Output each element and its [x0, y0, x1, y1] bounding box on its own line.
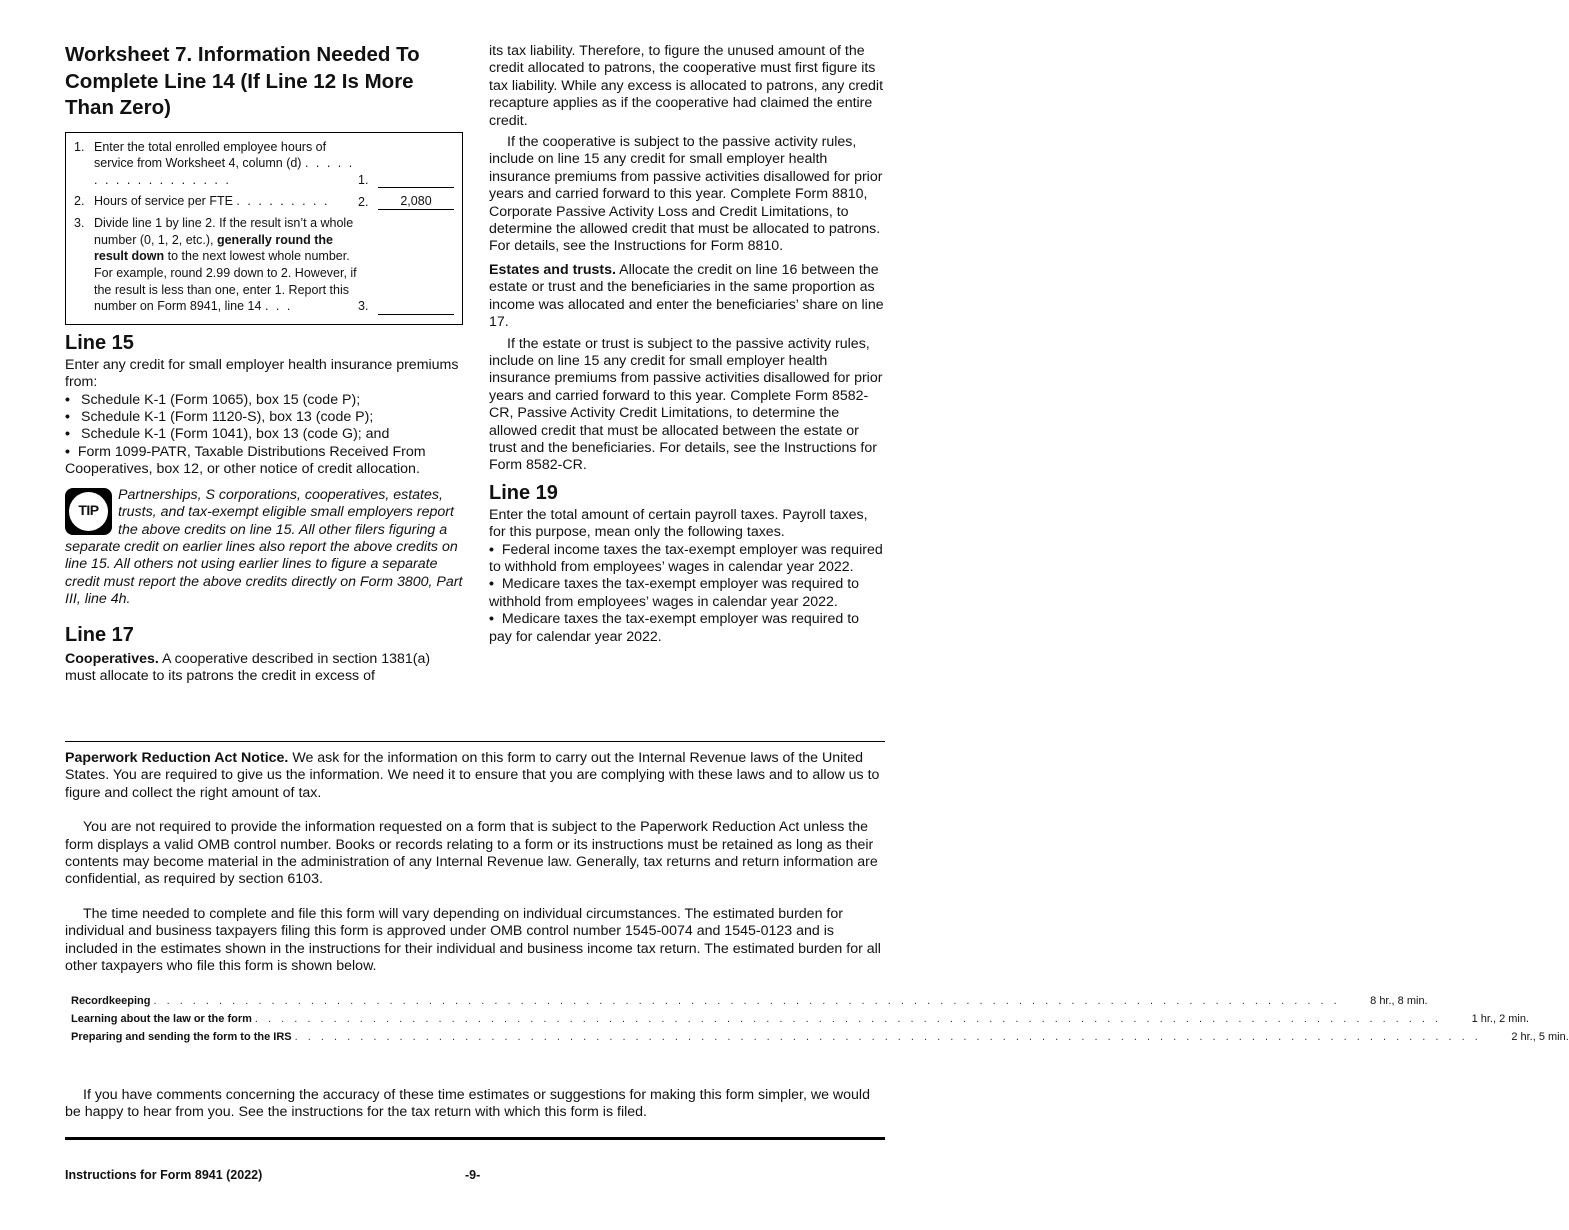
- tip-text: Partnerships, S corporations, cooperatives, estates, trusts, and tax-exempt eligible small employers report the above credits on line 15. All other filers figuring a separate credit on earlier lines also report the above credits on line 15. All others not using earlier lines to figure a separate credit must report the above credits directly on Form 3800, Part III, line 4h.: [65, 486, 463, 608]
- list-item: • Schedule K-1 (Form 1120-S), box 13 (code P);: [65, 409, 374, 426]
- worksheet-7-box: [65, 132, 463, 325]
- notice-paragraph-4-wrap: [65, 1087, 885, 1122]
- row-text: Divide line 1 by line 2. If the result isn’t a whole number (0, 1, 2, etc.), generally round the result down to the next lowest whole number. For example, round 2.99 down to 2. However, if the result is less than one, enter 1. Report this number on Form 8941, line 14 . . .: [94, 216, 357, 314]
- worksheet-row-3: [74, 215, 454, 315]
- row-number: 3.: [74, 216, 85, 231]
- line-19-heading: Line 19: [489, 481, 558, 504]
- line-15-intro: Enter any credit for small employer health insurance premiums from:: [65, 356, 459, 391]
- table-row: Recordkeeping . . . . . . . . . . . . . . . . . . . . . . . . . . . . . . . . . . . . . . . . . . . . . . . . . . . . . . . . . . . . . . . . . . . . . . . . . . . . . . . . . . . . . . . . . . . 8 hr., 8 min.: [71, 995, 1428, 1007]
- list-item: • Medicare taxes the tax-exempt employer was required to pay for calendar year 2022.: [489, 611, 860, 645]
- footer-divider: [65, 1137, 885, 1140]
- list-item: • Form 1099-PATR, Taxable Distributions Received From Cooperatives, box 12, or other notice of credit allocation.: [65, 443, 426, 478]
- estates-passive-paragraph: If the estate or trust is subject to the passive activity rules, include on line 15 any credit for small employer health insurance premiums from passive activities disallowed for prior years and carried forward to this year. Complete Form 8582-CR, Passive Activity Credit Limitations, to determine the allowed credit that must be allocated between the estate or trust and the beneficiaries. For details, see the Instructions for Form 8582-CR.: [489, 335, 883, 474]
- section-divider: [65, 741, 885, 742]
- row-text: Enter the total enrolled employee hours of service from Worksheet 4, column (d) . . . . . . . . . . . . . . . . . .: [94, 139, 355, 187]
- burden-table: [71, 992, 1569, 1046]
- line-17-heading: Line 17: [65, 623, 134, 646]
- list-item: • Schedule K-1 (Form 1065), box 15 (code P);: [65, 391, 361, 408]
- line-15-heading: Line 15: [65, 331, 134, 354]
- line-3-entry[interactable]: [378, 298, 454, 315]
- notice-paragraph-3: The time needed to complete and file this form will vary depending on individual circumstances. The estimated burden for individual and business taxpayers filing this form is approved under OMB control number 1545-0074 and 1545-0123 and is included in the estimates shown in the instructions for their individual and business income tax return. The estimated burden for all other taxpayers who file this form is shown below.: [65, 905, 881, 975]
- worksheet-row-1: [74, 139, 454, 189]
- notice-paragraph-1: Paperwork Reduction Act Notice. We ask for the information on this form to carry out the Internal Revenue laws of the United States. You are required to give us the information. We need it to ensure that you are complying with these laws and to allow us to figure and collect the right amount of tax.: [65, 750, 880, 801]
- estates-paragraph: Estates and trusts. Allocate the credit on line 16 between the estate or trust and the beneficiaries in the same proportion as income was allocated and enter the beneficiaries’ share on line 17.: [489, 261, 884, 331]
- table-row: Learning about the law or the form . . . . . . . . . . . . . . . . . . . . . . . . . . . . . . . . . . . . . . . . . . . . . . . . . . . . . . . . . . . . . . . . . . . . . . . . . . . . . . . . . . . . . . . . . . . 1 hr., 2 min.: [71, 1013, 1530, 1025]
- line-label: 1.: [358, 172, 369, 187]
- cooperatives-continued: its tax liability. Therefore, to figure the unused amount of the credit allocated to patrons, the cooperative must first figure its tax liability. While any excess is allocated to patrons, any credit recapture applies as if the cooperative had claimed the entire credit.: [489, 43, 884, 129]
- list-item: • Medicare taxes the tax-exempt employer was required to withhold from employees’ wages in calendar year 2022.: [489, 576, 860, 610]
- cooperative-passive-paragraph: If the cooperative is subject to the passive activity rules, include on line 15 any credit for small employer health insurance premiums from passive activities disallowed for prior years and carried forward to this year. Complete Form 8810, Corporate Passive Activity Loss and Credit Limitations, to determine the allowed credit that must be allocated to patrons. For details, see the Instructions for Form 8810.: [489, 134, 883, 255]
- line-label: 2.: [358, 194, 369, 209]
- line-2-entry[interactable]: 2,080: [378, 193, 454, 210]
- row-number: 2.: [74, 194, 85, 209]
- right-column: [489, 43, 885, 646]
- left-column: [65, 40, 463, 685]
- page-number: -9-: [465, 1168, 481, 1182]
- table-row: Preparing and sending the form to the IRS . . . . . . . . . . . . . . . . . . . . . . . . . . . . . . . . . . . . . . . . . . . . . . . . . . . . . . . . . . . . . . . . . . . . . . . . . . . . . . . . . . . . . . . . . . . 2 hr., 5 min.: [71, 1031, 1569, 1043]
- notice-paragraph-2: You are not required to provide the information requested on a form that is subject to the Paperwork Reduction Act unless the form displays a valid OMB control number. Books or records relating to a form or its instructions must be retained as long as their contents may become material in the administration of any Internal Revenue law. Generally, tax returns and return information are confidential, as required by section 6103.: [65, 819, 878, 888]
- list-item: • Federal income taxes the tax-exempt employer was required to withhold from employees’ wages in calendar year 2022.: [489, 541, 883, 575]
- line-19-intro: Enter the total amount of certain payroll taxes. Payroll taxes, for this purpose, mean only the following taxes.: [489, 506, 868, 541]
- list-item: • Schedule K-1 (Form 1041), box 13 (code G); and: [65, 426, 390, 443]
- tip-icon: TIP: [65, 488, 112, 535]
- line-1-entry[interactable]: [378, 171, 454, 188]
- worksheet-row-2: [74, 193, 454, 210]
- cooperatives-paragraph: Cooperatives. A cooperative described in section 1381(a) must allocate to its patrons the credit in excess of: [65, 650, 431, 684]
- row-text: Hours of service per FTE . . . . . . . . .: [94, 194, 330, 209]
- worksheet-title: Worksheet 7. Information Needed To Complete Line 14 (If Line 12 Is More Than Zero): [65, 43, 420, 119]
- notice-paragraph-4: If you have comments concerning the accuracy of these time estimates or suggestions for making this form simpler, we would be happy to hear from you. See the instructions for the tax return with which this form is filed.: [65, 1087, 870, 1121]
- row-number: 1.: [74, 139, 85, 154]
- tip-note: [65, 487, 463, 609]
- paperwork-notice: [65, 750, 885, 975]
- footer-form-name: Instructions for Form 8941 (2022): [65, 1168, 263, 1182]
- line-label: 3.: [358, 299, 369, 314]
